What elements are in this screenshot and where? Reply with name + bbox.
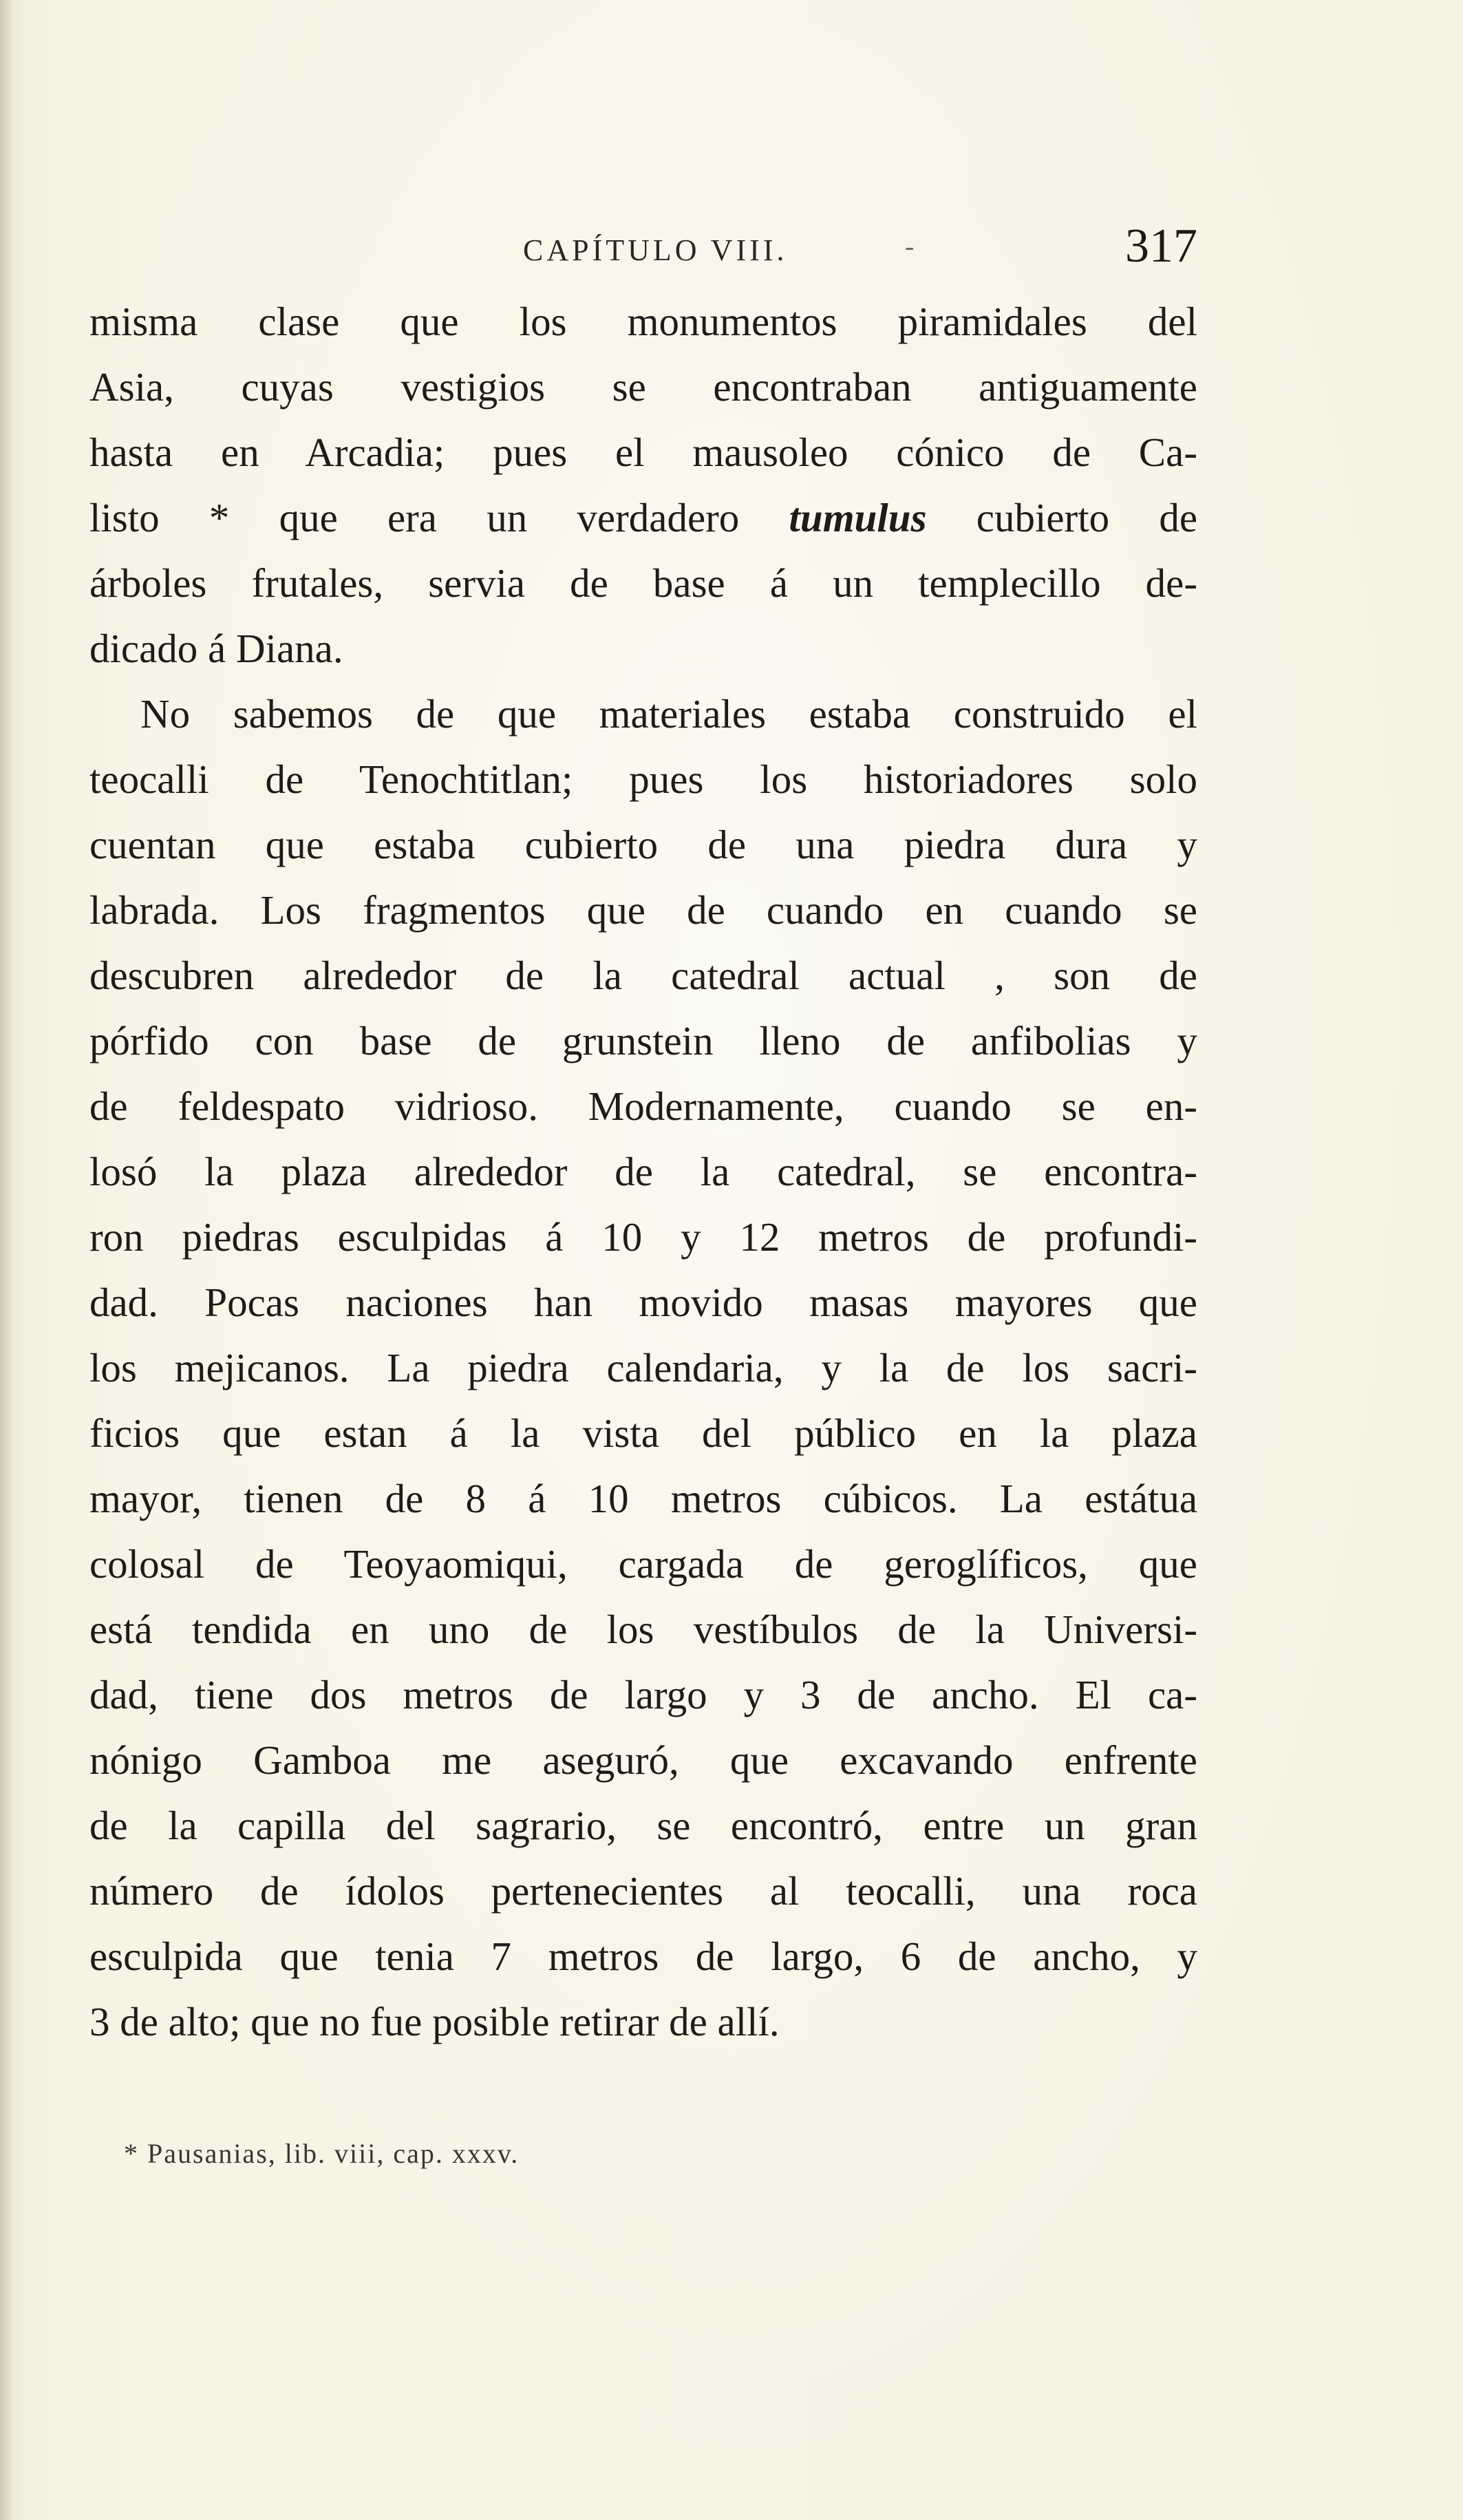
- text-line: colosal de Teoyaomiqui, cargada de geroglíficos, que: [89, 1541, 1197, 1587]
- text-line: Asia, cuyas vestigios se encontraban antiguamente: [89, 364, 1197, 410]
- body-text: [89, 289, 1197, 2055]
- page-edge-shadow: [0, 0, 12, 2520]
- text-line: número de ídolos pertenecientes al teocalli, una roca: [89, 1868, 1197, 1914]
- text-line: [89, 485, 1197, 551]
- text-line: nónigo Gamboa me aseguró, que excavando enfrente: [89, 1737, 1197, 1783]
- text-line: 3 de alto; que no fue posible retirar de allí.: [89, 1999, 780, 2044]
- chapter-heading: CAPÍTULO VIII.: [523, 233, 788, 267]
- text-line: esculpida que tenia 7 metros de largo, 6 de ancho, y: [89, 1934, 1197, 1979]
- text-line: cuentan que estaba cubierto de una piedra dura y: [89, 822, 1197, 867]
- text-line: ron piedras esculpidas á 10 y 12 metros de profundi-: [89, 1214, 1197, 1260]
- running-head: [89, 220, 1197, 289]
- text-line: árboles frutales, servia de base á un templecillo de-: [89, 560, 1197, 606]
- text-line: está tendida en uno de los vestíbulos de la Universi-: [89, 1607, 1197, 1652]
- text-line: teocalli de Tenochtitlan; pues los historiadores solo: [89, 756, 1197, 802]
- text-line: mayor, tienen de 8 á 10 metros cúbicos. La estátua: [89, 1476, 1197, 1521]
- text-run: cubierto de: [926, 495, 1198, 540]
- paragraph-first-line: No sabemos de que materiales estaba construido el: [140, 691, 1197, 737]
- text-line: labrada. Los fragmentos que de cuando en cuando se: [89, 887, 1197, 933]
- footnote: * Pausanias, lib. viii, cap. xxxv.: [124, 2138, 520, 2169]
- text-line: de la capilla del sagrario, se encontró, entre un gran: [89, 1803, 1197, 1848]
- text-line: losó la plaza alrededor de la catedral, se encontra-: [89, 1149, 1197, 1194]
- text-line: de feldespato vidrioso. Modernamente, cuando se en-: [89, 1083, 1197, 1129]
- heading-separator: -: [905, 231, 915, 262]
- text-line: dad, tiene dos metros de largo y 3 de ancho. El ca-: [89, 1672, 1197, 1717]
- text-run: listo * que era un verdadero: [89, 495, 789, 540]
- text-line: los mejicanos. La piedra calendaria, y la de los sacri-: [89, 1345, 1197, 1390]
- text-line: dicado á Diana.: [89, 626, 343, 671]
- text-line: pórfido con base de grunstein lleno de anfibolias y: [89, 1018, 1197, 1063]
- italic-term: tumulus: [789, 495, 927, 540]
- page-number: 317: [1125, 220, 1197, 273]
- text-line: misma clase que los monumentos piramidales del: [89, 299, 1197, 344]
- text-line: ficios que estan á la vista del público en la plaza: [89, 1410, 1197, 1456]
- text-line: dad. Pocas naciones han movido masas mayores que: [89, 1280, 1197, 1325]
- text-line: hasta en Arcadia; pues el mausoleo cónico de Ca-: [89, 430, 1197, 475]
- text-line: descubren alrededor de la catedral actual , son de: [89, 953, 1197, 998]
